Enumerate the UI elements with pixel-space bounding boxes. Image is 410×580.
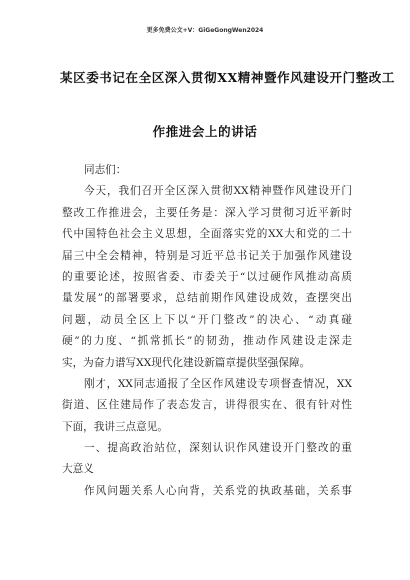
body-line: 代中国特色社会主义思想，全面落实党的XX大和党的二十 — [62, 228, 352, 241]
document-body — [62, 160, 352, 502]
body-line: 整改工作推进会，主要任务是：深入学习贯彻习近平新时 — [62, 206, 352, 219]
body-line: 街道、区住建局作了表态发言，讲得很实在、很有针对性 — [62, 399, 352, 412]
header-note: 更多免费公文+V：GiGeGongWen2024 — [146, 27, 264, 34]
body-line: 作风问题关系人心向背，关系党的执政基础，关系事 — [84, 484, 352, 497]
body-line: 实，为奋力谱写XX现代化建设新篇章提供坚强保障。 — [62, 356, 311, 369]
body-line: 届三中全会精神，特别是习近平总书记关于加强作风建设 — [62, 249, 352, 262]
salutation: 同志们： — [84, 164, 127, 176]
body-line: 的重要论述，按照省委、市委关于“以过硬作风推动高质 — [62, 270, 352, 283]
body-line: 今天，我们召开全区深入贯彻XX精神暨作风建设开门 — [84, 185, 352, 198]
body-line: 下面，我讲三点意见。 — [62, 420, 168, 433]
document-title-line-1: 某区委书记在全区深入贯彻XX精神暨作风建设开门整改工 — [60, 70, 395, 85]
body-line: 硬”的力度、“抓常抓长”的韧劲，推动作风建设走深走 — [62, 335, 352, 348]
document-title-line-2: 作推进会上的讲话 — [152, 124, 258, 139]
body-line: 刚才，XX同志通报了全区作风建设专项督查情况，XX — [84, 377, 352, 390]
body-line: 量发展”的部署要求，总结前期作风建设成效，查摆突出 — [62, 292, 352, 305]
body-line: 问题，动员全区上下以“开门整改”的决心、“动真碰 — [62, 313, 352, 326]
section-heading-line: 大意义 — [62, 463, 94, 476]
section-heading-line: 一、提高政治站位，深刻认识作风建设开门整改的重 — [84, 442, 352, 455]
